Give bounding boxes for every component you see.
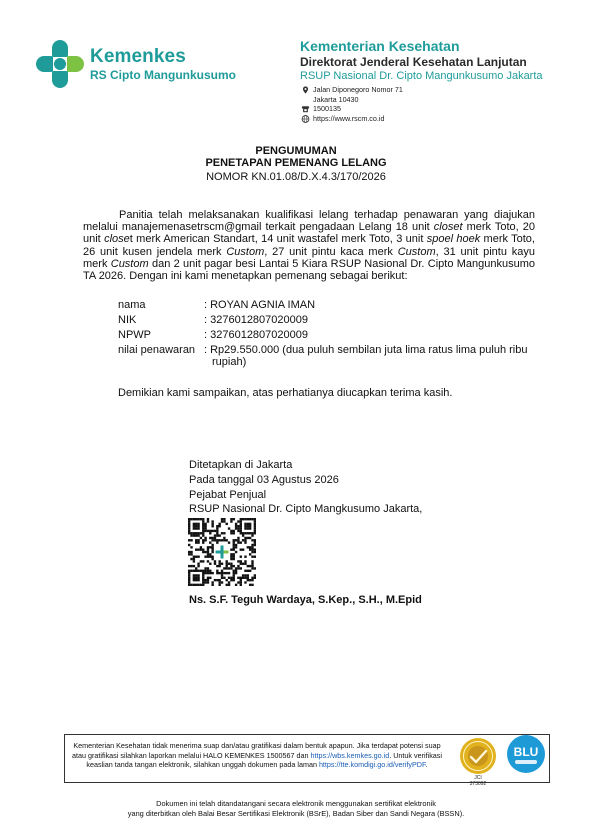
- kemenkes-logo-icon: [34, 38, 86, 90]
- winner-name-label: nama: [118, 299, 146, 311]
- announcement-title: PENGUMUMAN: [255, 145, 337, 157]
- e-signature-notice-line2: yang diterbitkan oleh Balai Besar Sertifikasi Elektronik (BSrE), Badan Siber dan Sandi Negara (BSSN).: [127, 809, 465, 818]
- verify-pdf-link[interactable]: https://tte.komdigi.go.id/verifyPDF: [318, 760, 426, 770]
- location-pin-icon: [301, 86, 310, 94]
- brand-subtitle: RS Cipto Mangunkusumo: [90, 68, 236, 82]
- jci-accreditation: [459, 776, 497, 787]
- winner-npwp-value: : 3276012807020009: [204, 329, 308, 341]
- announcement-number: NOMOR KN.01.08/D.X.4.3/170/2026: [206, 171, 386, 183]
- winner-nik-value: : 3276012807020009: [204, 314, 308, 326]
- winner-npwp-label: NPWP: [118, 329, 151, 341]
- jci-label: JCI: [474, 775, 482, 781]
- ministry-name: Kementerian Kesehatan: [300, 38, 460, 54]
- hospital-name: RSUP Nasional Dr. Cipto Mangunkusumo Jakarta: [300, 70, 543, 82]
- signature-date: Pada tanggal 03 Agustus 2026: [189, 474, 339, 486]
- blu-label: BLU: [513, 745, 539, 759]
- winner-bid-label: nilai penawaran: [118, 344, 196, 356]
- signature-institution: RSUP Nasional Dr. Cipto Mangkusumo Jakarta,: [189, 503, 423, 515]
- signer-name: Ns. S.F. Teguh Wardaya, S.Kep., S.H., M.Epid: [189, 594, 422, 606]
- announcement-subtitle: PENETAPAN PEMENANG LELANG: [205, 157, 387, 169]
- directorate-name: Direktorat Jenderal Kesehatan Lanjutan: [300, 55, 527, 69]
- website-line: [301, 114, 385, 123]
- globe-icon: [301, 115, 310, 123]
- brand-name: Kemenkes: [90, 46, 186, 67]
- address-line2: Jakarta 10430: [313, 95, 359, 104]
- website-link[interactable]: https://www.rscm.co.id: [313, 114, 385, 123]
- winner-bid-value: : Rp29.550.000 (dua puluh sembilan juta lima ratus lima puluh ribu rupiah): [204, 344, 528, 368]
- address-line1: Jalan Diponegoro Nomor 71: [313, 85, 403, 94]
- footer-notice-text: Kementerian Kesehatan tidak menerima suap dan/atau gratifikasi dalam bentuk apapun. Jika terdapat potensi suap atau gratifikasi silahkan laporkan melalui HALO KEMENKES 1500567 dan https://wbs.kemkes.go.id. Untuk verifikasi keaslian tanda tangan elektronik, silahkan unggah dokumen pada laman https://tte.komdigi.go.id/verifyPDF.: [72, 741, 442, 770]
- jci-number: 373092: [469, 780, 487, 787]
- phone-icon: [301, 105, 310, 113]
- phone-line: [301, 104, 341, 113]
- signature-role: Pejabat Penjual: [189, 489, 267, 501]
- qr-code-icon: [188, 518, 256, 586]
- winner-name-value: : ROYAN AGNIA IMAN: [204, 299, 316, 311]
- signature-place: Ditetapkan di Jakarta: [189, 459, 293, 471]
- closing-statement: Demikian kami sampaikan, atas perhatianya diucapkan terima kasih.: [118, 387, 453, 399]
- address-line: [301, 85, 403, 94]
- jci-seal-icon: [459, 737, 497, 775]
- phone-number: 1500135: [313, 104, 341, 113]
- wbs-link[interactable]: https://wbs.kemkes.go.id: [310, 750, 390, 760]
- body-paragraph: Panitia telah melaksanakan kualifikasi lelang terhadap penawaran yang diajukan melalui manajemenasetrscm@gmail terkait pengadaan Lelang 18 unit closet merk Toto, 20 unit closet merk American Standart, 14 unit wastafel merk Toto, 3 unit spoel hoek merk Toto, 26 unit kusen jendela merk Custom, 27 unit pintu kaca merk Custom, 31 unit pintu kayu merk Custom dan 2 unit pagar besi Lantai 5 Kiara RSUP Nasional Dr. Cipto Mangunkusumo TA 2026. Dengan ini kami menetapkan pemenang sebagai berikut:: [83, 209, 536, 283]
- e-signature-notice-line1: Dokumen ini telah ditandatangani secara elektronik menggunakan sertifikat elektronik: [156, 799, 436, 808]
- winner-nik-label: NIK: [118, 314, 137, 326]
- blu-logo-icon: [506, 734, 546, 774]
